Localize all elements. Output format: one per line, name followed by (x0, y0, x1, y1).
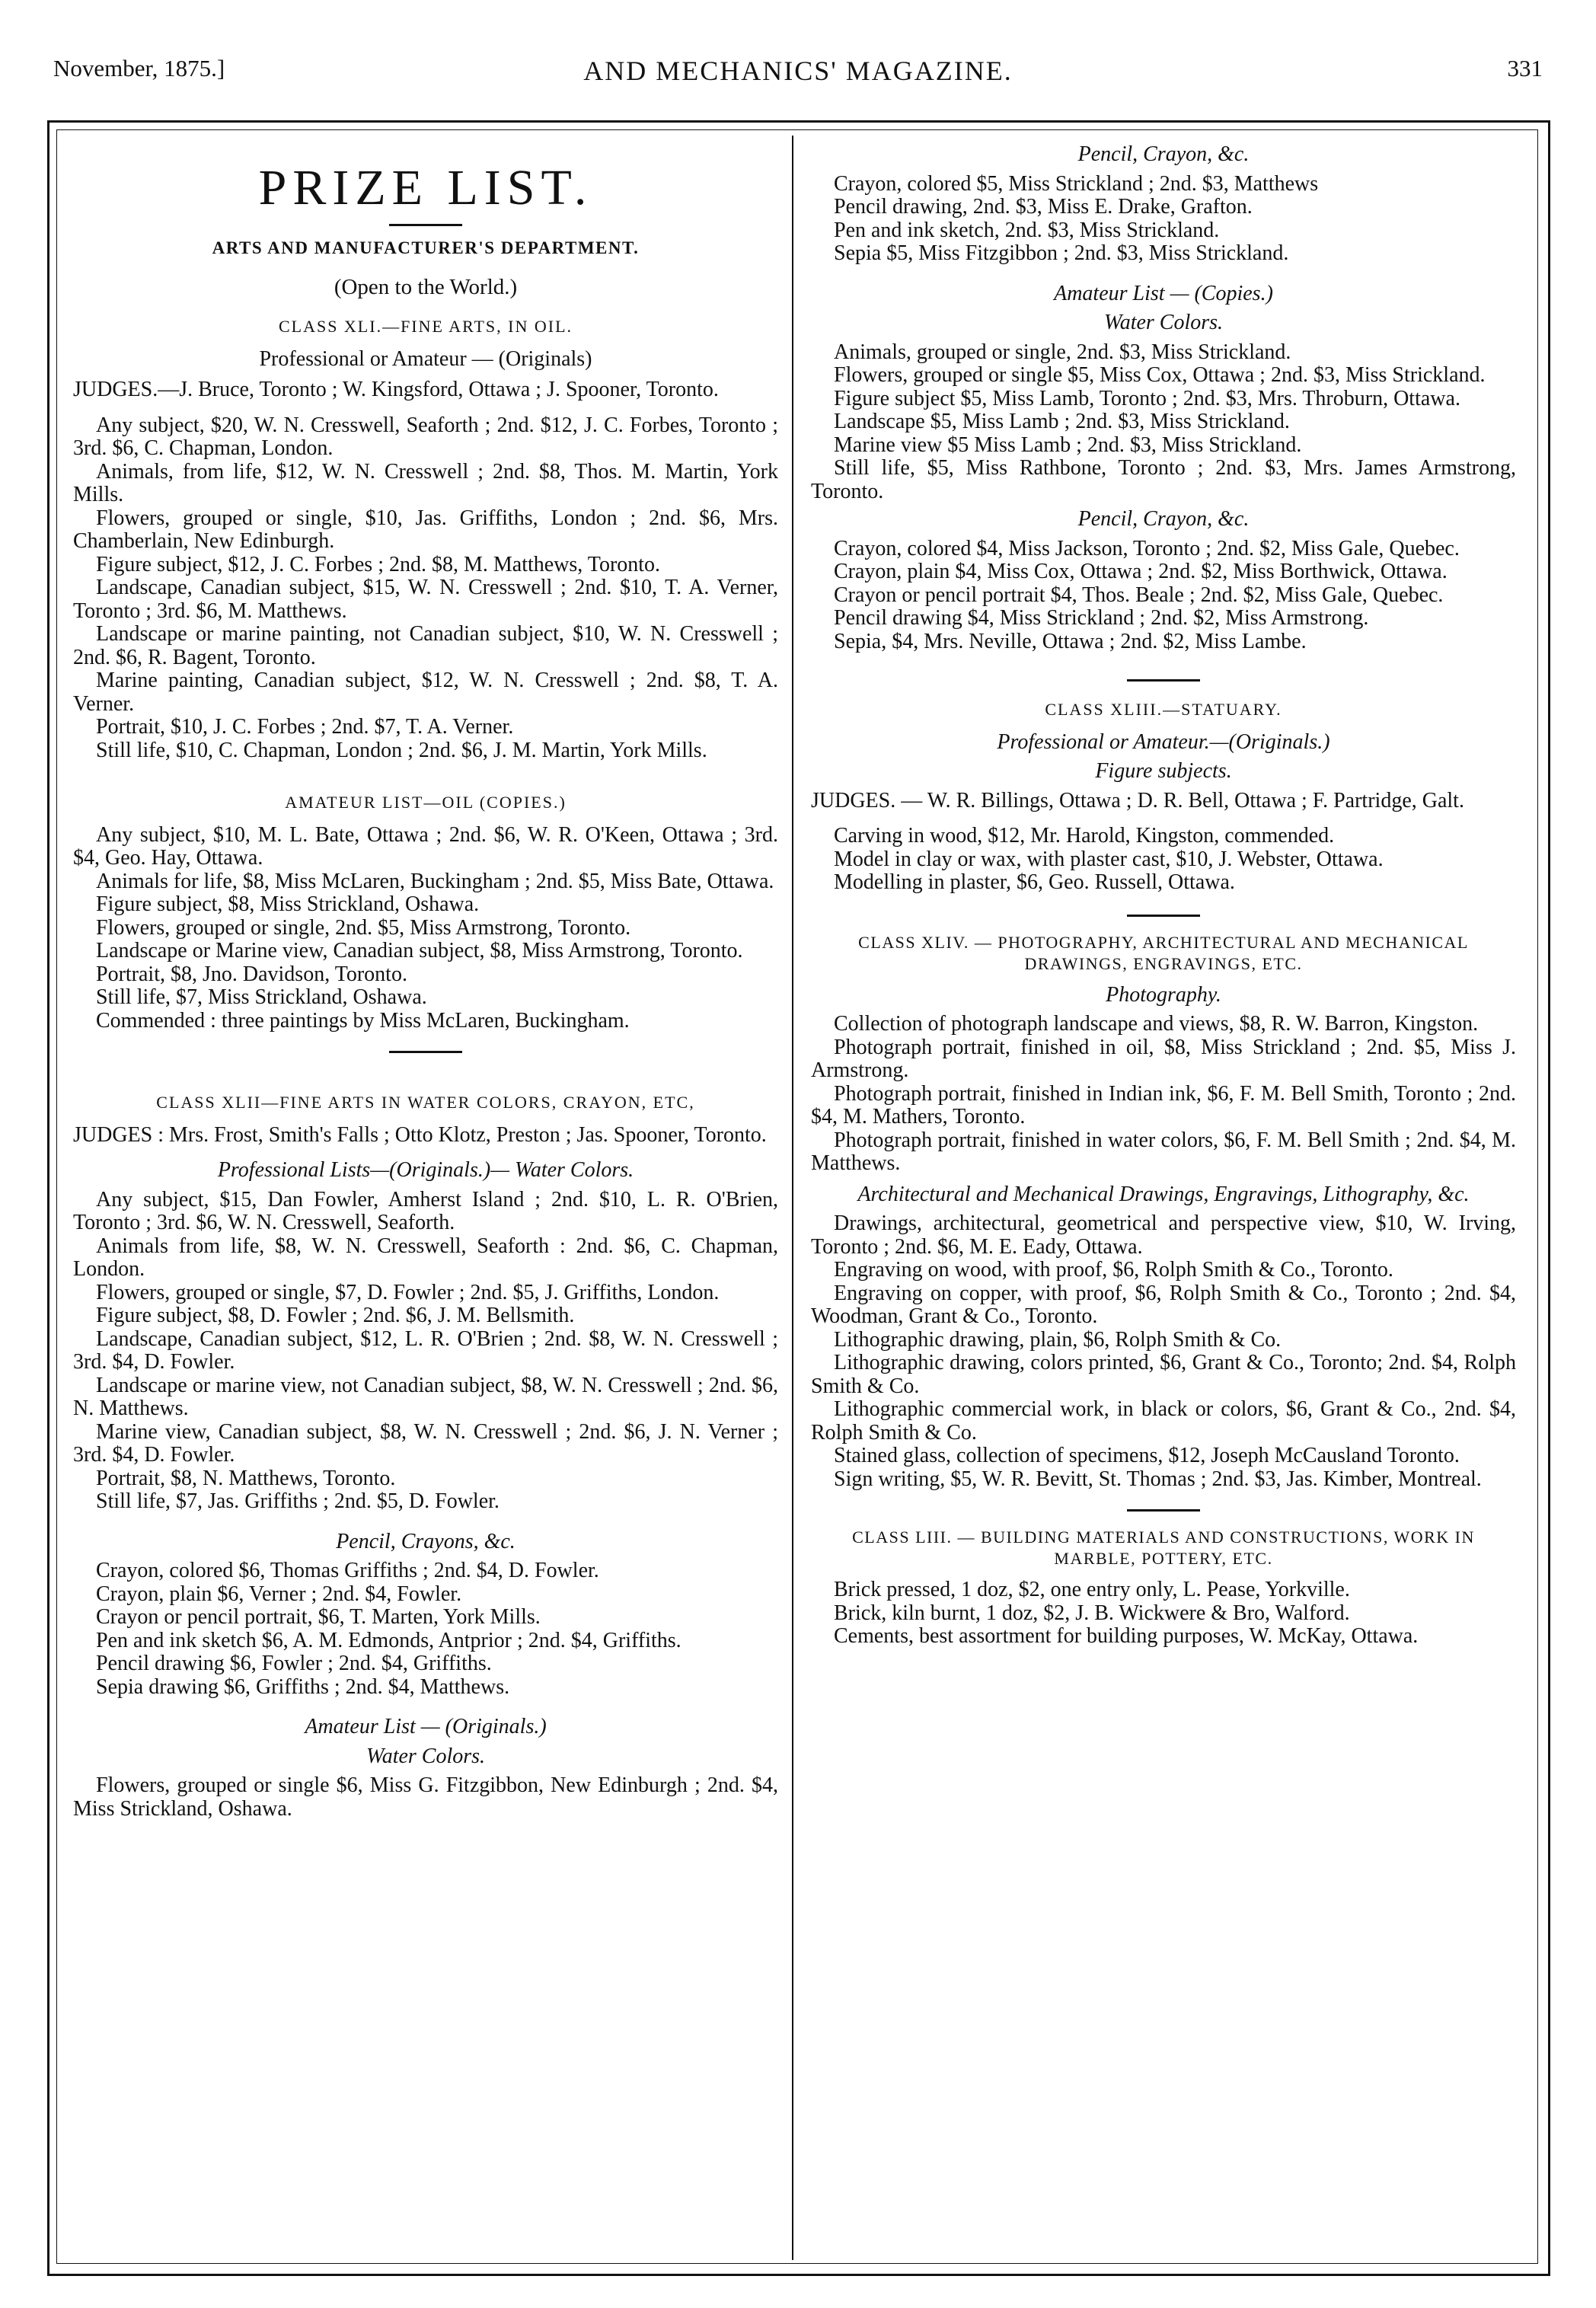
amateur-oil-entries (73, 824, 778, 1033)
prize-entry: Flowers, grouped or single, $10, Jas. Griffiths, London ; 2nd. $6, Mrs. Chamberlain, New Edinburgh. (73, 506, 778, 553)
prize-entry: Crayon, colored $6, Thomas Griffiths ; 2nd. $4, D. Fowler. (96, 1559, 599, 1582)
prize-entry: Any subject, $15, Dan Fowler, Amherst Island ; 2nd. $10, L. R. O'Brien, Toronto ; 3rd. $6, W. N. Cresswell, Seaforth. (73, 1187, 778, 1234)
section-rule (1127, 1509, 1200, 1512)
class-43-entries (811, 825, 1516, 895)
pencil-crayon-entries-2 (811, 538, 1516, 654)
prize-entry: Still life, $5, Miss Rathbone, Toronto ; 2nd. $3, Mrs. James Armstrong, Toronto. (811, 456, 1516, 503)
class-42-entries (73, 1189, 778, 1514)
prize-entry: Flowers, grouped or single, 2nd. $5, Miss Armstrong, Toronto. (96, 915, 631, 940)
department-heading: ARTS AND MANUFACTURER'S DEPARTMENT. (212, 238, 640, 257)
prize-entry: Pen and ink sketch $6, A. M. Edmonds, Antprior ; 2nd. $4, Griffiths. (96, 1628, 681, 1652)
magazine-title: AND MECHANICS' MAGAZINE. (583, 56, 1013, 86)
amateur-copies-heading: Amateur List — (Copies.) (1054, 281, 1273, 305)
architectural-entries (811, 1212, 1516, 1491)
amateur-originals-heading: Amateur List — (Originals.) (305, 1715, 547, 1738)
prize-entry: Any subject, $10, M. L. Bate, Ottawa ; 2nd. $6, W. R. O'Keen, Ottawa ; 3rd. $4, Geo. Hay, Ottawa. (73, 822, 778, 870)
prize-entry: Crayon, plain $6, Verner ; 2nd. $4, Fowler. (96, 1582, 462, 1606)
prize-entry: Any subject, $20, W. N. Cresswell, Seaforth ; 2nd. $12, J. C. Forbes, Toronto ; 3rd. $6, C. Chapman, London. (73, 413, 778, 460)
prize-entry: Crayon, colored $5, Miss Strickland ; 2nd. $3, Matthews (834, 171, 1319, 196)
prize-entry: Portrait, $10, J. C. Forbes ; 2nd. $7, T. A. Verner. (96, 715, 514, 739)
prize-entry: Landscape, Canadian subject, $15, W. N. Cresswell ; 2nd. $10, T. A. Verner, Toronto ; 3rd. $6, M. Matthews. (73, 576, 778, 623)
prize-entry: Engraving on copper, with proof, $6, Rolph Smith & Co., Toronto ; 2nd. $4, Woodman, Grant & Co., Toronto. (811, 1281, 1516, 1328)
prize-entry: Lithographic drawing, plain, $6, Rolph Smith & Co. (834, 1327, 1282, 1352)
pencil-crayons-heading: Pencil, Crayons, &c. (336, 1529, 516, 1553)
prize-list-title: PRIZE LIST. (258, 160, 593, 215)
class-44-heading: CLASS XLIV. — PHOTOGRAPHY, ARCHITECTURAL AND MECHANICAL DRAWINGS, ENGRAVINGS, ETC. (858, 932, 1469, 973)
prize-entry: Landscape $5, Miss Lamb ; 2nd. $3, Miss Strickland. (834, 410, 1290, 433)
prize-entry: Engraving on wood, with proof, $6, Rolph Smith & Co., Toronto. (834, 1258, 1393, 1282)
prize-entry: Figure subject, $8, D. Fowler ; 2nd. $6, J. M. Bellsmith. (96, 1304, 575, 1327)
prize-entry: Still life, $7, Jas. Griffiths ; 2nd. $5, D. Fowler. (96, 1489, 500, 1513)
prize-entry: Landscape, Canadian subject, $12, L. R. O'Brien ; 2nd. $8, W. N. Cresswell ; 3rd. $4, D. Fowler. (73, 1326, 778, 1374)
column-divider (792, 136, 793, 2260)
prize-entry: Flowers, grouped or single $6, Miss G. Fitzgibbon, New Edinburgh ; 2nd. $4, Miss Strickland, Oshawa. (73, 1773, 778, 1821)
prize-entry: Brick pressed, 1 doz, $2, one entry only, L. Pease, Yorkville. (834, 1578, 1350, 1601)
prize-entry: Crayon, colored $4, Miss Jackson, Toronto ; 2nd. $2, Miss Gale, Quebec. (834, 536, 1460, 560)
prize-entry: Lithographic drawing, colors printed, $6, Grant & Co., Toronto; 2nd. $4, Rolph Smith & Co. (811, 1351, 1516, 1398)
prize-entry: Sign writing, $5, W. R. Bevitt, St. Thomas ; 2nd. $3, Jas. Kimber, Montreal. (834, 1467, 1482, 1491)
class-43-subheading: Professional or Amateur.—(Originals.) (997, 729, 1330, 754)
prize-entry: Animals for life, $8, Miss McLaren, Buckingham ; 2nd. $5, Miss Bate, Ottawa. (96, 869, 774, 893)
section-rule (389, 1051, 462, 1053)
class-41-heading: CLASS XLI.—FINE ARTS, IN OIL. (278, 317, 573, 336)
prize-entry: Animals, from life, $12, W. N. Cresswell ; 2nd. $8, Thos. M. Martin, York Mills. (73, 459, 778, 506)
class-42-heading: CLASS XLII—FINE ARTS IN WATER COLORS, CRAYON, ETC, (156, 1093, 695, 1112)
class-42-judges: JUDGES : Mrs. Frost, Smith's Falls ; Otto Klotz, Preston ; Jas. Spooner, Toronto. (73, 1122, 767, 1147)
prize-entry: Photograph portrait, finished in water colors, $6, F. M. Bell Smith ; 2nd. $4, M. Matthews. (811, 1128, 1516, 1175)
prize-entry: Photograph portrait, finished in Indian ink, $6, F. M. Bell Smith, Toronto ; 2nd. $4, M. Mathers, Toronto. (811, 1081, 1516, 1128)
prize-entry: Crayon or pencil portrait, $6, T. Marten, York Mills. (96, 1605, 541, 1629)
prize-entry: Landscape or marine view, not Canadian subject, $8, W. N. Cresswell ; 2nd. $6, N. Matthews. (73, 1373, 778, 1420)
water-colors-heading-right: Water Colors. (1103, 311, 1224, 334)
prize-entry: Figure subject, $12, J. C. Forbes ; 2nd. $8, M. Matthews, Toronto. (96, 552, 661, 576)
left-column (73, 139, 778, 2255)
amateur-oil-heading: AMATEUR LIST—OIL (COPIES.) (285, 793, 567, 812)
class-53-heading: CLASS LIII. — BUILDING MATERIALS AND CONSTRUCTIONS, WORK IN MARBLE, POTTERY, ETC. (852, 1527, 1475, 1568)
prize-entry: Landscape or Marine view, Canadian subject, $8, Miss Armstrong, Toronto. (96, 939, 743, 962)
prize-entry: Sepia $5, Miss Fitzgibbon ; 2nd. $3, Miss Strickland. (834, 241, 1289, 265)
section-rule (1127, 915, 1200, 917)
prize-entry: Portrait, $8, N. Matthews, Toronto. (96, 1466, 396, 1490)
prize-entry: Marine view $5 Miss Lamb ; 2nd. $3, Miss Strickland. (834, 433, 1302, 457)
prize-entry: Collection of photograph landscape and views, $8, R. W. Barron, Kingston. (834, 1012, 1479, 1036)
class-43-judges: JUDGES. — W. R. Billings, Ottawa ; D. R. Bell, Ottawa ; F. Partridge, Galt. (811, 788, 1464, 812)
issue-date: November, 1875.] (53, 55, 225, 81)
prize-entry: Figure subject $5, Miss Lamb, Toronto ; 2nd. $3, Mrs. Throburn, Ottawa. (834, 386, 1460, 410)
prize-entry: Pencil drawing $4, Miss Strickland ; 2nd. $2, Miss Armstrong. (834, 606, 1369, 630)
prize-entry: Pencil drawing $6, Fowler ; 2nd. $4, Griffiths. (96, 1652, 492, 1675)
architectural-heading: Architectural and Mechanical Drawings, Engravings, Lithography, &c. (857, 1182, 1470, 1206)
prize-entry: Photograph portrait, finished in oil, $8, Miss Strickland ; 2nd. $5, Miss J. Armstrong. (811, 1035, 1516, 1082)
prize-entry: Animals, grouped or single, 2nd. $3, Miss Strickland. (834, 340, 1291, 364)
running-head (53, 55, 1543, 97)
prize-entry: Cements, best assortment for building purposes, W. McKay, Ottawa. (834, 1624, 1419, 1648)
pencil-crayons-entries (73, 1559, 778, 1699)
prize-entry: Flowers, grouped or single $5, Miss Cox, Ottawa ; 2nd. $3, Miss Strickland. (834, 363, 1486, 387)
section-rule (1127, 679, 1200, 682)
photography-heading: Photography. (1106, 982, 1221, 1007)
prize-entry: Drawings, architectural, geometrical and perspective view, $10, W. Irving, Toronto ; 2nd. $6, M. E. Eady, Ottawa. (811, 1211, 1516, 1259)
prize-entry: Commended : three paintings by Miss McLaren, Buckingham. (96, 1008, 630, 1033)
prize-entry: Model in clay or wax, with plaster cast, $10, J. Webster, Ottawa. (834, 847, 1384, 871)
right-column (811, 139, 1516, 2255)
prize-entry: Marine painting, Canadian subject, $12, W. N. Cresswell ; 2nd. $8, T. A. Verner. (73, 669, 778, 716)
prize-entry: Brick, kiln burnt, 1 doz, $2, J. B. Wickwere & Bro, Walford. (834, 1601, 1350, 1625)
class-41-subheading: Professional or Amateur — (Originals) (259, 346, 592, 371)
prize-entry: Still life, $7, Miss Strickland, Oshawa. (96, 985, 427, 1009)
class-41-entries (73, 414, 778, 763)
pencil-crayon-heading-2: Pencil, Crayon, &c. (1077, 507, 1250, 531)
prize-entry: Marine view, Canadian subject, $8, W. N. Cresswell ; 2nd. $6, J. N. Verner ; 3rd. $4, D. Fowler. (73, 1419, 778, 1467)
prize-entry: Still life, $10, C. Chapman, London ; 2nd. $6, J. M. Martin, York Mills. (96, 738, 707, 762)
prize-entry: Pencil drawing, 2nd. $3, Miss E. Drake, Grafton. (834, 195, 1253, 219)
figure-subjects-heading: Figure subjects. (1095, 759, 1232, 783)
prize-entry: Figure subject, $8, Miss Strickland, Oshawa. (96, 892, 480, 916)
title-rule (389, 224, 462, 226)
prize-entry: Animals from life, $8, W. N. Cresswell, Seaforth : 2nd. $6, C. Chapman, London. (73, 1234, 778, 1281)
prize-entry: Sepia drawing $6, Griffiths ; 2nd. $4, Matthews. (96, 1674, 510, 1699)
open-note: (Open to the World.) (334, 274, 518, 299)
class-42-subheading: Professional Lists—(Originals.)— Water Colors. (217, 1158, 634, 1182)
photography-entries (811, 1013, 1516, 1176)
prize-entry: Stained glass, collection of specimens, $12, Joseph McCausland Toronto. (834, 1444, 1460, 1467)
prize-entry: Crayon or pencil portrait $4, Thos. Beale ; 2nd. $2, Miss Gale, Quebec. (834, 583, 1444, 607)
prize-entry: Pen and ink sketch, 2nd. $3, Miss Strickland. (834, 218, 1220, 242)
pencil-crayon-entries (811, 173, 1516, 266)
class-41-judges: JUDGES.—J. Bruce, Toronto ; W. Kingsford, Ottawa ; J. Spooner, Toronto. (73, 378, 719, 401)
prize-entry: Portrait, $8, Jno. Davidson, Toronto. (96, 962, 407, 986)
prize-entry: Flowers, grouped or single, $7, D. Fowler ; 2nd. $5, J. Griffiths, London. (96, 1280, 720, 1304)
water-colors-entries (811, 341, 1516, 504)
amateur-originals-entries (73, 1774, 778, 1821)
prize-entry: Lithographic commercial work, in black or colors, $6, Grant & Co., 2nd. $4, Rolph Smith & Co. (811, 1397, 1516, 1444)
prize-entry: Crayon, plain $4, Miss Cox, Ottawa ; 2nd. $2, Miss Borthwick, Ottawa. (834, 560, 1448, 583)
pencil-crayon-heading: Pencil, Crayon, &c. (1077, 142, 1250, 166)
page-number: 331 (1507, 55, 1543, 81)
prize-entry: Modelling in plaster, $6, Geo. Russell, Ottawa. (834, 870, 1235, 894)
water-colors-heading: Water Colors. (365, 1744, 486, 1768)
class-43-heading: CLASS XLIII.—STATUARY. (1045, 700, 1282, 719)
prize-entry: Landscape or marine painting, not Canadian subject, $10, W. N. Cresswell ; 2nd. $6, R. Bagent, Toronto. (73, 622, 778, 669)
prize-entry: Carving in wood, $12, Mr. Harold, Kingston, commended. (834, 824, 1335, 848)
class-53-entries (811, 1579, 1516, 1649)
prize-entry: Sepia, $4, Mrs. Neville, Ottawa ; 2nd. $2, Miss Lambe. (834, 629, 1307, 653)
